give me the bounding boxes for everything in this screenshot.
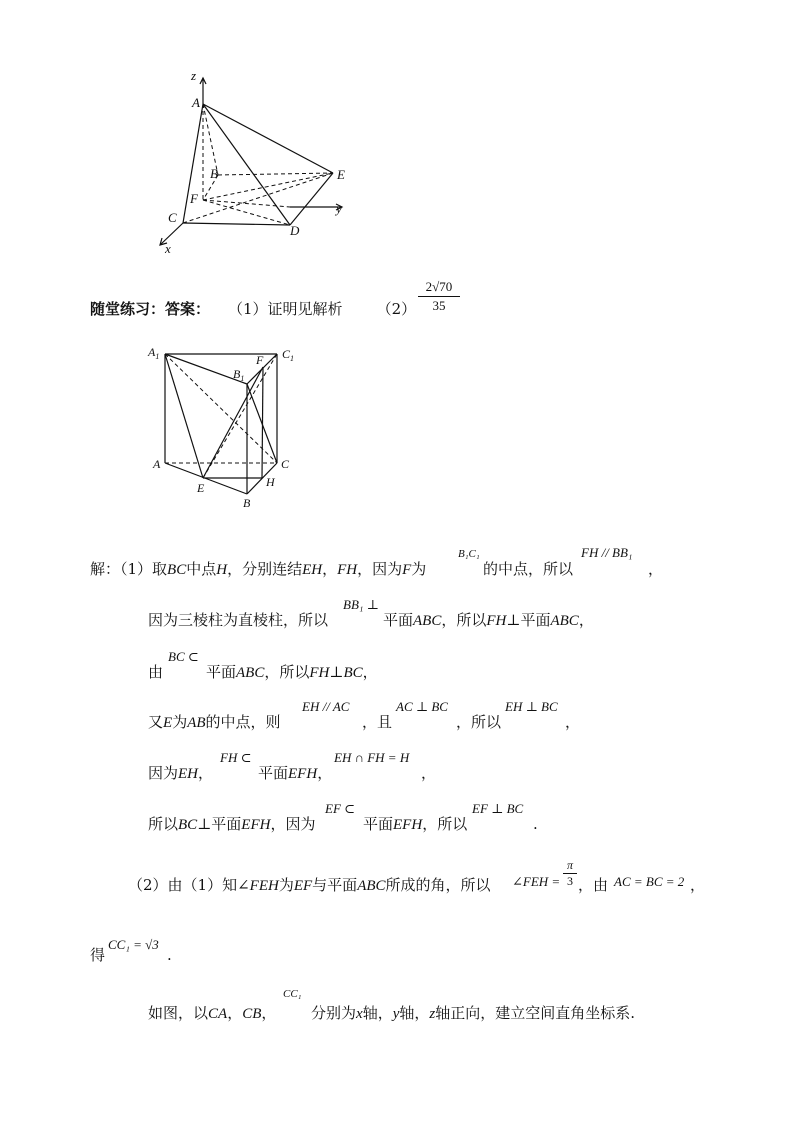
solution-line-7 — [128, 875, 491, 896]
text: 为 — [172, 713, 188, 731]
label-x: x — [165, 241, 171, 256]
math-BB1-perp: BB₁ ⊥ — [343, 597, 379, 612]
answer-denominator: 35 — [432, 298, 446, 313]
label-z: z — [191, 70, 197, 83]
practice-answer — [90, 299, 416, 319]
math-BC-subset: BC ⊂ — [168, 649, 199, 664]
solution-line-8 — [90, 945, 105, 965]
var: ABC — [357, 878, 386, 894]
var: y — [392, 1006, 400, 1022]
solution-line-3 — [148, 662, 163, 682]
pi-over-3 — [563, 858, 577, 889]
text: ， — [227, 1004, 243, 1022]
text: 得 — [90, 946, 106, 964]
math-EF-perp-BC: EF ⊥ BC — [472, 801, 524, 816]
solution-line-9b — [311, 1003, 635, 1024]
label-C: C — [281, 457, 290, 471]
math-CC1-sqrt3: CC₁ = √3 — [108, 937, 159, 952]
label-H: H — [266, 475, 275, 489]
var: E — [163, 715, 173, 731]
var: BC — [167, 562, 187, 578]
solution-line-6c — [533, 814, 538, 834]
math-AC-BC-2: AC = BC = 2 — [614, 874, 685, 889]
text: 又 — [148, 713, 164, 731]
text: ， — [261, 1004, 277, 1022]
label-C1: $C_1$ — [282, 347, 295, 363]
math-CC1: CC₁ — [283, 988, 302, 1000]
math-AC-perp-BC: AC ⊥ BC — [396, 699, 448, 714]
solution-line-8b — [167, 945, 172, 965]
solution-line-4c — [456, 712, 501, 732]
solution-line-5c — [421, 763, 436, 783]
text: ⊥平面 — [506, 611, 551, 629]
var: EFH — [393, 817, 423, 833]
text: 为 — [411, 560, 427, 578]
practice-heading: 随堂练习：答案： — [90, 300, 211, 318]
math-angle-FEH: ∠FEH = — [512, 874, 561, 889]
var: CA — [208, 1006, 228, 1022]
text: ， — [421, 764, 437, 782]
text: ，所以 — [422, 815, 468, 833]
math-EH-cap-FH: EH ∩ FH = H — [334, 750, 410, 765]
text: ，由 — [578, 876, 609, 894]
text: 与平面 — [312, 876, 358, 894]
text: 由 — [148, 663, 164, 681]
text: 平面 — [258, 764, 289, 782]
var: BC — [178, 817, 198, 833]
text: 轴正向，建立空间直角坐标系. — [435, 1004, 636, 1022]
label-A: A — [192, 95, 200, 110]
text: ， — [578, 611, 594, 629]
label-A1: $A_1$ — [148, 345, 160, 361]
label-F: F — [190, 191, 198, 206]
pi: π — [563, 858, 577, 874]
figure-prism — [145, 340, 315, 515]
text: ⊥平面 — [197, 815, 242, 833]
var: H — [216, 562, 228, 578]
solution-line-2b — [383, 610, 594, 631]
solution-line-6 — [148, 814, 315, 835]
var: ABC — [413, 613, 442, 629]
text: 因为 — [148, 764, 179, 782]
solution-line-6b — [363, 814, 467, 835]
solution-line-5b — [258, 763, 332, 784]
text: 分别为 — [311, 1004, 357, 1022]
label-C: C — [168, 210, 177, 225]
text: ， — [198, 764, 214, 782]
text: ，所以 — [456, 713, 502, 731]
answer-numerator: 2√70 — [418, 278, 460, 297]
three: 3 — [567, 874, 573, 888]
text: 平面 — [206, 663, 237, 681]
text: 因为三棱柱为直棱柱，所以 — [148, 611, 329, 629]
label-B: B — [243, 496, 251, 510]
text: 所以 — [148, 815, 179, 833]
text: 所成的角，所以 — [385, 876, 491, 894]
solution-line-1b — [483, 559, 573, 579]
practice-part2-label: （2） — [376, 300, 417, 318]
solution-line-9 — [148, 1003, 276, 1024]
solution-line-2 — [148, 610, 328, 630]
answer-fraction — [418, 278, 460, 315]
text: ， — [648, 560, 664, 578]
var: x — [356, 1006, 363, 1022]
text: ， — [565, 713, 581, 731]
var: z — [429, 1006, 436, 1022]
math-FH-subset: FH ⊂ — [220, 750, 252, 765]
var: EH — [178, 766, 199, 782]
var: FH — [486, 613, 507, 629]
solution-line-1 — [90, 559, 426, 580]
var: AB — [187, 715, 206, 731]
text: ， — [362, 663, 378, 681]
text: ，所以 — [264, 663, 310, 681]
label-E: E — [337, 167, 345, 182]
text: ，因为 — [270, 815, 316, 833]
solution-line-4b — [362, 712, 392, 732]
label-D: D — [290, 223, 300, 238]
label-B: B — [210, 166, 218, 181]
solution-line-4d — [565, 712, 580, 732]
math-EH-parallel-AC: EH // AC — [302, 699, 350, 714]
var: CB — [242, 1006, 262, 1022]
text: 解：（1）取 — [90, 560, 168, 578]
var: EF — [293, 878, 313, 894]
figure-pyramid-coordinate — [140, 70, 370, 260]
var: EFH — [241, 817, 271, 833]
solution-line-7c — [690, 875, 705, 895]
solution-line-4 — [148, 712, 281, 733]
var: ABC — [550, 613, 579, 629]
var: EH — [302, 562, 323, 578]
var: FH — [309, 665, 330, 681]
solution-line-7b — [578, 875, 608, 895]
text: . — [167, 946, 172, 964]
text: ，且 — [362, 713, 393, 731]
label-E: E — [197, 481, 205, 495]
math-EF-subset: EF ⊂ — [325, 801, 356, 816]
text: 如图，以 — [148, 1004, 209, 1022]
label-F: F — [256, 353, 264, 367]
var: F — [402, 562, 412, 578]
var: FH — [337, 562, 358, 578]
var: BC — [343, 665, 363, 681]
text: ， — [690, 876, 706, 894]
label-y: y — [336, 201, 342, 216]
label-A: A — [153, 457, 161, 471]
text: 平面 — [363, 815, 394, 833]
text: ， — [322, 560, 338, 578]
text: 为 — [278, 876, 294, 894]
var: FEH — [249, 878, 279, 894]
solution-line-3b — [206, 662, 378, 683]
text: 的中点，则 — [205, 713, 281, 731]
text: 的中点，所以 — [483, 560, 574, 578]
label-B1: $B_1$ — [233, 367, 245, 383]
text: 中点 — [186, 560, 217, 578]
solution-line-1c — [648, 559, 663, 579]
text: ， — [317, 764, 333, 782]
var: ABC — [236, 665, 265, 681]
text: （2）由（1）知∠ — [128, 876, 250, 894]
text: ，所以 — [441, 611, 487, 629]
practice-part1: （1）证明见解析 — [228, 300, 343, 318]
var: EFH — [288, 766, 318, 782]
text: . — [533, 815, 538, 833]
text: ，因为 — [357, 560, 403, 578]
text: ，分别连结 — [227, 560, 303, 578]
math-FH-parallel-BB1: FH // BB₁ — [581, 545, 633, 560]
text: 平面 — [383, 611, 414, 629]
math-EH-perp-BC: EH ⊥ BC — [505, 699, 558, 714]
solution-line-5 — [148, 763, 213, 784]
text: 轴， — [362, 1004, 393, 1022]
math-B1C1: B₁C₁ — [458, 548, 480, 560]
text: ⊥ — [329, 663, 344, 681]
text: 轴， — [399, 1004, 430, 1022]
